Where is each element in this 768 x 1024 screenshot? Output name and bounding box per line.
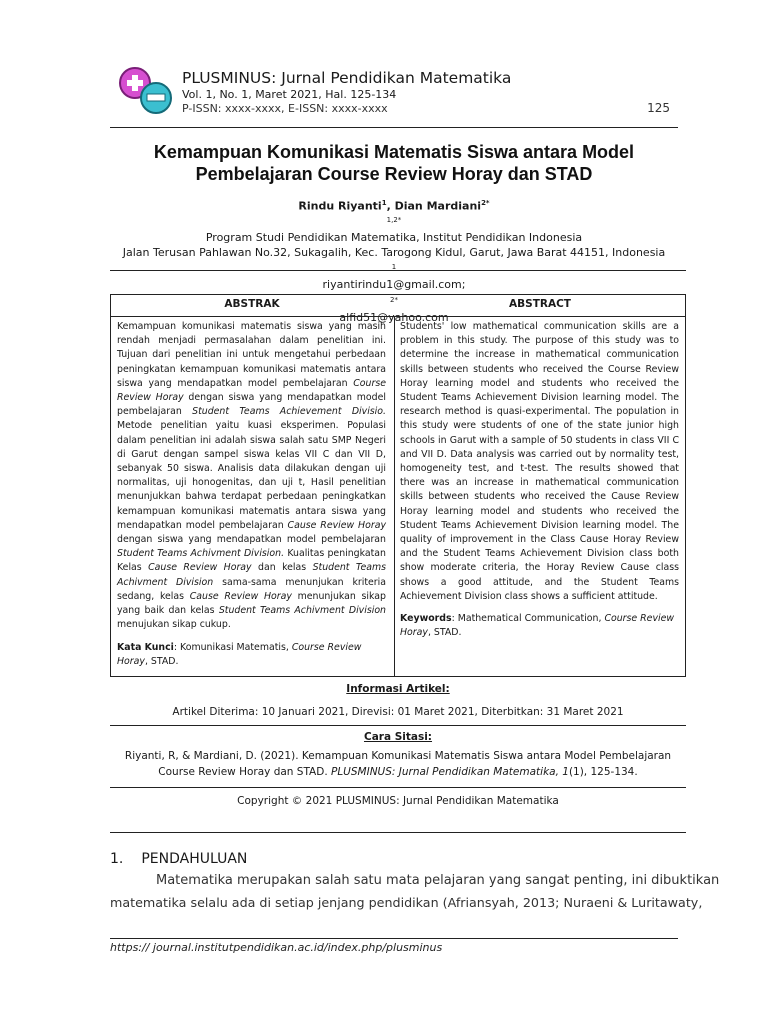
copyright-divider bbox=[110, 832, 686, 833]
abstrak-seg-8: menunjukan sikap yang baik dan kelas bbox=[117, 590, 386, 617]
journal-issn: P-ISSN: xxxx-xxxx, E-ISSN: xxxx-xxxx bbox=[182, 102, 388, 115]
page-number: 125 bbox=[647, 101, 670, 115]
citation-line-2-italic: PLUSMINUS: Jurnal Pendidikan Matematika, 1 bbox=[331, 766, 569, 778]
plus-minus-logo-icon bbox=[118, 66, 174, 116]
abstrak-seg-6: dan kelas bbox=[251, 562, 313, 574]
author-list bbox=[110, 199, 678, 213]
abstrak-seg-2: dengan siswa yang mendapatkan model pembelajaran bbox=[117, 392, 386, 418]
abstrak-seg-9: menujukan sikap cukup. bbox=[117, 619, 231, 631]
citation-line-2 bbox=[110, 766, 686, 778]
paragraph-line-1: Matematika merupakan salah satu mata pelajaran yang sangat penting, ini dibuktikan bbox=[156, 873, 720, 888]
affiliation-address: Jalan Terusan Pahlawan No.32, Sukagalih, Kec. Tarogong Kidul, Garut, Jawa Barat 44151, Indonesia bbox=[122, 245, 666, 259]
abstrak-italic-1: Course Review Horay bbox=[117, 377, 386, 404]
kata-kunci bbox=[117, 641, 386, 669]
abstrak-italic-6: Student Teams Achivment Division bbox=[117, 562, 386, 588]
abstrak-seg-3: Metode penelitian yaitu kuasi eksperimen. Populasi dalam penelitian ini adalah siswa salah satu SMP Negeri di Garut dengan sampel siswa kelas VII C dan VII D, sebanyak 50 siswa. Analisis data dilakukan dengan uji normalitas, uji honogenitas, dan uji t, Hasil penelitian menunjukkan bahwa terdapat perbedaan peningkatkan kemampuan komunikasi matematis antara siswa yang mendapatkan model pembelajaran bbox=[117, 420, 386, 531]
abstrak-seg-4: dengan siswa yang mendapatkan model pembelajaran bbox=[117, 534, 386, 546]
paper-title bbox=[110, 141, 678, 185]
footer-divider bbox=[110, 938, 678, 939]
keywords-end: , STAD. bbox=[427, 627, 462, 639]
abstrak-text bbox=[117, 320, 386, 632]
abstract-column-divider bbox=[394, 316, 395, 677]
author-1: Rindu Riyanti bbox=[298, 199, 382, 213]
abstrak-italic-5: Cause Review Horay bbox=[148, 562, 252, 574]
affiliation-sup: 1,2* bbox=[386, 216, 402, 224]
journal-logo bbox=[118, 66, 174, 116]
header-divider bbox=[110, 127, 678, 128]
abstract-text: Students' low mathematical communication skills are a problem in this study. The purpose of this study was to determine the increase in mathematical communication skills between students who received the Course Review Horay learning model and students who received the Student Teams Achievement Division learning model. The research method is quasi-experimental. The population in this study were students of one of the state junior high schools in Garut with a sample of 50 students in class VII C and VII D. Data analysis was carried out by normality test, homogeneity test, and t-test. The results showed that there was an increase in mathematical communication skills between students who received the Cause Review Horay learning model and students who received the Student Teams Achievement Division learning model. The quality of improvement in the Class Cause Horay Review and the Student Teams Achievement Division class both show moderate criteria, the Horay Review Cause class shows a good attitude, and the Student Teams Achievement Division class shows a sufficient attitude. bbox=[400, 321, 679, 602]
info-heading: Informasi Artikel: bbox=[346, 683, 450, 695]
title-divider bbox=[110, 270, 686, 271]
author-2: Dian Mardiani bbox=[394, 199, 482, 213]
email-2-sup: 2* bbox=[390, 295, 398, 304]
citation-line-1: Riyanti, R, & Mardiani, D. (2021). Kemampuan Komunikasi Matematis Siswa antara Model Pembelajaran bbox=[124, 750, 672, 762]
abstrak-italic-2: Student Teams Achievement Divisio. bbox=[192, 406, 386, 418]
abstract-header-divider bbox=[110, 316, 686, 317]
info-dates: Artikel Diterima: 10 Januari 2021, Direvisi: 01 Maret 2021, Diterbitkan: 31 Maret 2021 bbox=[172, 706, 624, 718]
abstrak-italic-4: Student Teams Achivment Division. bbox=[117, 548, 285, 560]
abstrak-italic-8: Student Teams Achivment Division bbox=[218, 605, 387, 617]
email-1-sup: 1 bbox=[391, 263, 397, 272]
abstrak-seg-5: Kualitas peningkatan Kelas bbox=[117, 548, 386, 574]
footer-url[interactable]: https:// journal.institutpendidikan.ac.id/index.php/plusminus bbox=[110, 941, 443, 954]
kata-kunci-end: , STAD. bbox=[144, 656, 179, 668]
section-title: PENDAHULUAN bbox=[141, 851, 248, 867]
email-1[interactable]: riyantirindu1@gmail.com; bbox=[322, 278, 466, 292]
abstrak-seg-1: Kemampuan komunikasi matematis siswa yang masih rendah menjadi permasalahan dalam penelitian ini. Tujuan dari penelitian ini untuk mengetahui perbedaan peningkatan kemampuan komunikasi matematis antara siswa yang mendapatkan model pembelajaran bbox=[117, 321, 386, 389]
kata-kunci-italic: Course Review Horay bbox=[117, 642, 362, 668]
info-divider bbox=[110, 725, 686, 726]
keywords bbox=[400, 612, 679, 640]
author-2-sup: 2* bbox=[481, 199, 490, 207]
abstrak-italic-7: Cause Review Horay bbox=[189, 590, 292, 602]
citation-line-2-b: (1), 125-134. bbox=[568, 766, 638, 778]
abstrak-heading: ABSTRAK bbox=[224, 298, 280, 310]
journal-volume: Vol. 1, No. 1, Maret 2021, Hal. 125-134 bbox=[182, 88, 397, 101]
section-number: 1. bbox=[110, 851, 124, 867]
citation-heading: Cara Sitasi: bbox=[363, 731, 433, 743]
paragraph-line-2: matematika selalu ada di setiap jenjang pendidikan (Afriansyah, 2013; Nuraeni & Luritawaty, bbox=[110, 895, 703, 910]
section-heading bbox=[110, 851, 247, 867]
author-separator: , bbox=[386, 199, 395, 213]
copyright: Copyright © 2021 PLUSMINUS: Jurnal Pendidikan Matematika bbox=[237, 795, 559, 807]
affiliation-program: Program Studi Pendidikan Matematika, Institut Pendidikan Indonesia bbox=[205, 231, 583, 245]
citation-line-2-a: Course Review Horay dan STAD. bbox=[158, 766, 331, 778]
keywords-label: Keywords bbox=[400, 613, 452, 624]
email-2[interactable]: alfid51@yahoo.com bbox=[339, 310, 449, 324]
title-line-1: Kemampuan Komunikasi Matematis Siswa antara Model bbox=[153, 142, 635, 162]
keywords-text: : Mathematical Communication, bbox=[451, 613, 605, 624]
citation-divider bbox=[110, 787, 686, 788]
abstract-heading: ABSTRACT bbox=[509, 298, 571, 310]
abstrak-seg-7: sama-sama menunjukan kriteria sedang, kelas bbox=[117, 576, 386, 602]
kata-kunci-text: : Komunikasi Matematis, bbox=[173, 642, 292, 653]
kata-kunci-label: Kata Kunci bbox=[117, 642, 174, 653]
journal-name: PLUSMINUS: Jurnal Pendidikan Matematika bbox=[182, 69, 512, 87]
keywords-italic: Course Review Horay bbox=[400, 613, 675, 639]
title-line-2: Pembelajaran Course Review Horay dan STAD bbox=[195, 164, 593, 184]
abstrak-italic-3: Cause Review Horay bbox=[287, 519, 386, 531]
author-1-sup: 1 bbox=[381, 199, 387, 207]
